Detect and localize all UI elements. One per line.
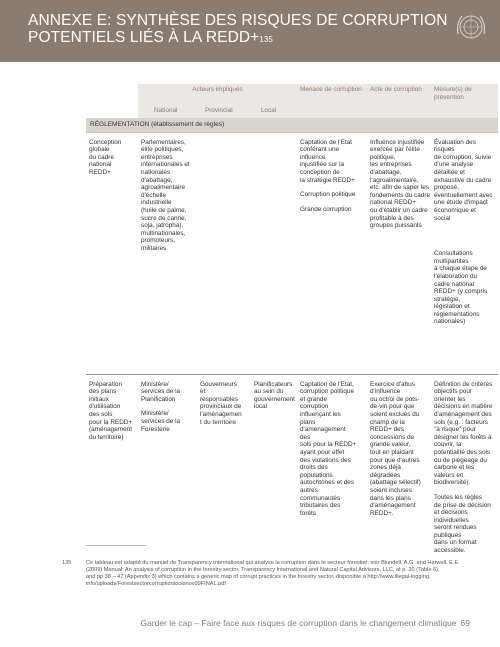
cell-text-line: (aménagement — [89, 426, 132, 434]
cell-text-line: ou octroi de pots- — [370, 395, 420, 403]
header-mesures — [431, 84, 498, 118]
cell-text-line: fondements du cadre — [370, 191, 431, 199]
cell-text-line: industrielle — [141, 199, 172, 207]
cell-text-line: couvrir, la — [434, 441, 462, 449]
cell-text-line: Gouverneurs — [200, 380, 237, 388]
cell-text-line: et décisions — [434, 509, 468, 517]
cell-text-line: droits des — [300, 464, 328, 472]
cell-menace — [297, 132, 367, 374]
cell-text-line: sols pour la REDD+ — [300, 441, 357, 449]
cell-text-line: provinciaux de — [200, 403, 242, 411]
header-acteurs-label: Acteurs impliqués — [192, 86, 243, 93]
cell-text-line: forêts — [300, 509, 316, 517]
cell-text-line: soient exclues du — [370, 410, 420, 418]
cell-text-line: économique et — [434, 206, 476, 214]
cell-text-line: autochtones et des — [300, 479, 355, 487]
cell-text-line: d'échelle — [141, 191, 167, 199]
cell-text-line: communautés — [300, 494, 341, 502]
footnote-divider — [86, 545, 146, 546]
cell-text-line: militaires — [141, 244, 167, 252]
cell-text-line: soient incluses — [370, 486, 412, 494]
cell-text-line: à chaque étape de — [434, 265, 487, 273]
cell-text-line: pour la REDD+ — [89, 418, 133, 426]
cell-text-line: législation et — [434, 303, 470, 311]
cell-text-line: la stratégie REDD+ — [300, 176, 355, 184]
cell-text-line: tout en plaidant — [370, 448, 414, 456]
header-menace-label: Menace de corruption — [300, 86, 362, 93]
cell-activity — [86, 374, 138, 564]
table-row — [86, 374, 498, 564]
page-number: 69 — [460, 618, 470, 628]
cell-text-line: populations — [300, 471, 333, 479]
cell-text-line: corruption — [300, 403, 329, 411]
cell-text-line: pour que d'autres — [370, 456, 420, 464]
footnote-line: Ce tableau est adapté du manuel de Transparency International qui analyse la corruption dans le secteur forestier: voir Blundell, A.G. and Harwell, E.E. — [86, 560, 460, 566]
cell-text-line: national — [89, 161, 112, 169]
cell-text-line: d'abattage, — [370, 168, 402, 176]
cell-text-line: zones déjà — [370, 464, 401, 472]
cell-local — [251, 132, 297, 374]
cell-text-line: d'aménagement — [300, 426, 346, 434]
cell-spacer — [434, 487, 495, 494]
cell-text-line: (abattage sélectif) — [370, 479, 421, 487]
cell-text-line: Parlementaires, — [141, 138, 186, 146]
cell-text-line: exhaustive du cadre — [434, 176, 492, 184]
cell-text-line: d'une analyse — [434, 161, 474, 169]
cell-text-line: de-vin pour que — [370, 403, 415, 411]
header-provincial — [197, 102, 251, 118]
cell-text-line: les entreprises — [370, 161, 412, 169]
cell-activity — [86, 132, 138, 374]
cell-text-line: champ de la — [370, 418, 405, 426]
header-national-label: National — [154, 107, 178, 114]
cell-text-line: orienter les — [434, 395, 466, 403]
cell-text-line: des violations des — [300, 456, 351, 464]
cell-text-line: responsables — [200, 395, 239, 403]
header-empty-cell-2 — [86, 102, 138, 118]
cell-text-line: multipartites — [434, 257, 469, 265]
header-acte-label: Acte de corruption — [370, 86, 422, 93]
cell-text-line: profitable à des — [370, 214, 414, 222]
cell-text-line: services de la — [141, 417, 181, 425]
section-label: RÉGLEMENTATION (établissement de règles) — [86, 118, 498, 132]
cell-text-line: accessible. — [434, 547, 466, 555]
cell-text-line: Planificateurs — [254, 380, 293, 388]
cell-provincial — [197, 374, 251, 564]
cell-text-line: Toutes les règles — [434, 493, 482, 501]
cell-text-line: Ministère/ — [141, 380, 169, 388]
cell-text-line: l'agroalimentaire, — [370, 176, 419, 184]
cell-text-line: Captation de l'Etat — [300, 138, 353, 146]
cell-text-line: Consultations — [434, 250, 473, 258]
cell-menace — [297, 374, 367, 564]
cell-text-line: influence — [300, 153, 326, 161]
header-acte — [367, 84, 431, 118]
footnote-line: info/uploads/Forestsectorcorruptiontoolsnov09FINAL.pdf — [86, 581, 226, 587]
cell-text-line: d'aménagement — [370, 502, 416, 510]
cell-text-line: Conception — [89, 138, 122, 146]
cell-text-line: ou d'établir un cadre — [370, 206, 428, 214]
cell-text-line: politique, — [370, 153, 396, 161]
cell-text-line: Ministère/ — [141, 410, 169, 418]
cell-text-line: biodiversité). — [434, 479, 471, 487]
table-header-row-1 — [86, 84, 498, 102]
cell-spacer — [434, 243, 495, 250]
cell-text-line: ayant pour effet — [300, 448, 345, 456]
cell-text-line: d'aménagement des — [434, 410, 492, 418]
cell-text-line: services de la — [141, 388, 181, 396]
cell-text-line: de prise de décision — [434, 501, 491, 509]
cell-text-line: des sols — [89, 410, 113, 418]
cell-text-line: Évaluation des — [434, 138, 476, 146]
cell-provincial — [197, 132, 251, 374]
cell-text-line: Préparation — [89, 380, 123, 388]
un-emblem-icon — [454, 10, 488, 44]
cell-text-line: (huile de palme, — [141, 206, 187, 214]
header-mesures-label-1: Mesure(s) de — [434, 86, 472, 93]
risk-summary-table — [86, 84, 498, 564]
cell-text-line: cadre national — [434, 280, 475, 288]
footnote-line: (2009) Manual: An analysis of corruption in the forestry sector, Transparency International and Natural Capital Advisors, LLC, at p. 20 (Table 6), — [86, 567, 440, 573]
cell-text-line: une étude d'impact — [434, 199, 488, 207]
footnote — [62, 560, 486, 588]
header-provincial-label: Provincial — [205, 107, 233, 114]
cell-text-line: conférant une — [300, 146, 340, 154]
page-footer — [0, 618, 500, 636]
cell-text-line: injustifiée sur la — [300, 161, 345, 169]
cell-national — [138, 132, 197, 374]
cell-text-line: social — [434, 214, 451, 222]
cell-text-line: au sein du — [254, 388, 284, 396]
cell-local — [251, 374, 297, 564]
page-title-line-2 — [28, 29, 484, 48]
cell-text-line: Corruption politique — [300, 191, 356, 199]
cell-mesures — [431, 374, 498, 564]
footnote-reference: 135 — [259, 35, 273, 44]
cell-text-line: REDD+. — [370, 509, 394, 517]
cell-text-line: seront rendues — [434, 524, 477, 532]
cell-spacer — [300, 199, 364, 206]
cell-text-line: local — [254, 403, 268, 411]
cell-text-line: influençant les — [300, 410, 341, 418]
page-title-line-2-text: POTENTIELS LIÉS À LA REDD+ — [28, 29, 260, 46]
cell-text-line: grande valeur, — [370, 441, 411, 449]
cell-text-line: et — [200, 388, 206, 396]
cell-text-line: individuelles — [434, 516, 469, 524]
cell-text-line: Captation de l'Etat, — [300, 380, 354, 388]
cell-text-line: stratégie, — [434, 295, 461, 303]
cell-text-line: dégradées — [370, 471, 401, 479]
cell-text-line: promoteurs, — [141, 237, 176, 245]
cell-text-line: agroalimentaire — [141, 184, 186, 192]
cell-acte — [367, 374, 431, 564]
cell-text-line: désigner les forêts à — [434, 433, 492, 441]
header-local — [251, 102, 297, 118]
cell-text-line: réglementations — [434, 310, 480, 318]
cell-text-line: concessions de — [370, 433, 415, 441]
cell-spacer — [141, 403, 194, 410]
table-row — [86, 132, 498, 374]
cell-text-line: des plans — [89, 388, 117, 396]
footnote-line: and pp 38 – 47 (Appendix 3) which contains a generic map of corrupt practices in the forestry sector, disponible à http://www.illegal-logging. — [86, 574, 431, 580]
cell-text-line: nationales — [141, 168, 171, 176]
cell-text-line: Planification — [141, 395, 176, 403]
cell-text-line: multinationales, — [141, 229, 186, 237]
cell-text-line: décisions en matière — [434, 403, 493, 411]
cell-text-line: tributaires des — [300, 502, 341, 510]
cell-text-line: gouvernement — [254, 395, 295, 403]
header-local-label: Local — [261, 107, 277, 114]
cell-text-line: élite politiques, — [141, 146, 184, 154]
cell-text-line: sols (e.g. : facteurs — [434, 418, 488, 426]
cell-text-line: valeurs en — [434, 471, 464, 479]
cell-text-line: conception de — [300, 168, 340, 176]
cell-text-line: autres — [300, 486, 318, 494]
header-national — [138, 102, 197, 118]
page-header — [0, 0, 500, 62]
cell-text-line: internationales et — [141, 161, 190, 169]
page-title-line-1: ANNEXE E: SYNTHÈSE DES RISQUES DE CORRUPTION — [28, 12, 448, 29]
cell-text-line: détaillée et — [434, 168, 465, 176]
footer-title: Garder le cap – Faire face aux risques de corruption dans le changement climatique — [140, 618, 457, 628]
cell-spacer — [434, 236, 495, 243]
cell-text-line: corruption politique — [300, 388, 354, 396]
cell-text-line: initiaux — [89, 395, 109, 403]
cell-text-line: groupes puissants — [370, 222, 422, 230]
cell-text-line: l'élaboration du — [434, 272, 478, 280]
cell-text-line: de corruption, suivie — [434, 153, 492, 161]
cell-acte — [367, 132, 431, 374]
cell-spacer — [434, 222, 495, 229]
cell-text-line: REDD+ (y compris — [434, 288, 488, 296]
cell-text-line: Influence injustifiée — [370, 138, 425, 146]
cell-text-line: du territoire) — [89, 433, 124, 441]
cell-text-line: "à risque" pour — [434, 426, 476, 434]
footer-text-wrapper — [140, 618, 470, 628]
cell-text-line: éventuellement avec — [434, 191, 493, 199]
cell-spacer — [300, 184, 364, 191]
header-menace — [297, 84, 367, 118]
cell-text-line: soja, jatropha), — [141, 222, 184, 230]
cell-text-line: potentialité des sols — [434, 448, 491, 456]
cell-text-line: dans les plans — [370, 494, 411, 502]
footnote-number: 135 — [62, 560, 72, 566]
cell-text-line: nationales) — [434, 318, 466, 326]
cell-text-line: du cadre — [89, 153, 114, 161]
section-row-reglementation — [86, 118, 498, 132]
cell-text-line: carbone et les — [434, 464, 475, 472]
cell-text-line: d'influence — [370, 388, 401, 396]
cell-mesures — [431, 132, 498, 374]
header-empty-cell — [86, 84, 138, 102]
cell-text-line: sucre de canne, — [141, 214, 187, 222]
cell-text-line: Foresterie — [141, 425, 170, 433]
cell-text-line: ou de piégeage du — [434, 456, 487, 464]
risk-summary-table-wrapper — [86, 84, 498, 564]
cell-text-line: REDD+ des — [370, 426, 404, 434]
cell-national — [138, 374, 197, 564]
cell-text-line: risques — [434, 146, 455, 154]
cell-text-line: exercée par l'élite — [370, 146, 420, 154]
cell-text-line: globale — [89, 146, 110, 154]
cell-text-line: Grande corruption — [300, 205, 352, 213]
cell-text-line: national REDD+ — [370, 199, 417, 207]
cell-text-line: proposé, — [434, 184, 459, 192]
header-mesures-label-2: prévention — [434, 93, 464, 101]
cell-text-line: dans un format — [434, 539, 477, 547]
cell-text-line: des — [300, 433, 311, 441]
cell-text-line: etc. afin de saper les — [370, 184, 429, 192]
cell-text-line: et grande — [300, 395, 328, 403]
cell-text-line: d'abattage, — [141, 176, 173, 184]
cell-text-line: plans — [300, 418, 316, 426]
cell-text-line: entreprises — [141, 153, 173, 161]
cell-text-line: d'utilisation — [89, 403, 121, 411]
cell-text-line: objectifs pour — [434, 388, 473, 396]
cell-text-line: Exercice d'abus — [370, 380, 415, 388]
cell-text-line: l'aménagemen — [200, 410, 242, 418]
cell-text-line: REDD+ — [89, 168, 111, 176]
header-acteurs — [138, 84, 297, 102]
cell-spacer — [434, 229, 495, 236]
cell-text-line: Définition de critères — [434, 380, 493, 388]
cell-text-line: t du territoire — [200, 418, 236, 426]
cell-text-line: publiques — [434, 531, 462, 539]
